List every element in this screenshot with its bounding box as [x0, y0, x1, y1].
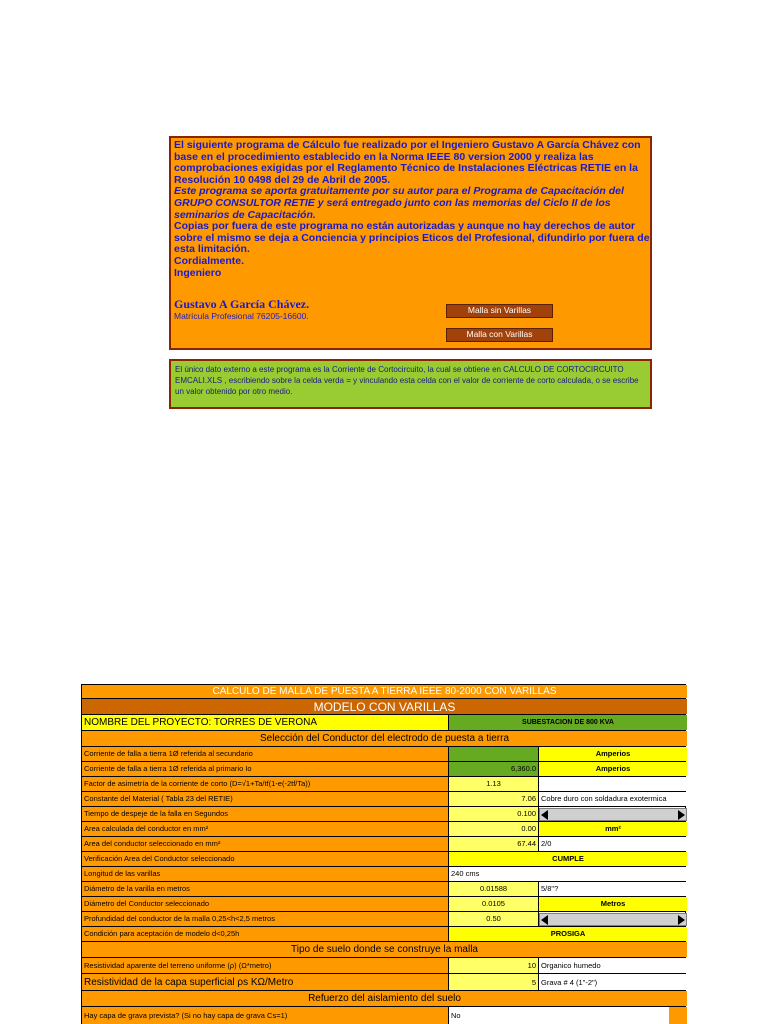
row-unit [539, 777, 687, 791]
table-row [81, 762, 686, 777]
rod-length-select[interactable]: 240 cms [449, 867, 687, 881]
row-label: Resistividad de la capa superficial ρs KΩ/Metro [82, 974, 449, 990]
row-label: Verificación Area del Conductor seleccionado [82, 852, 449, 866]
sheet-subtitle-row [81, 699, 686, 715]
gravel-select[interactable]: No [449, 1007, 669, 1024]
row-unit: Amperios [539, 762, 687, 776]
row-label: Longitud de las varillas [82, 867, 449, 881]
verification-status: CUMPLE [449, 852, 687, 866]
row-value: 67.44 [449, 837, 539, 851]
info-greeting: Cordialmente. [174, 254, 245, 267]
row-value[interactable]: 1.13 [449, 777, 539, 791]
row-label: Area calculada del conductor en mm² [82, 822, 449, 836]
info-title: Ingeniero [174, 266, 222, 279]
table-row [81, 837, 686, 852]
section1-title: Selección del Conductor del electrodo de puesta a tierra [82, 731, 687, 746]
section1-row [81, 731, 686, 747]
row-label: Corriente de falla a tierra 1Ø referida al secundario [82, 747, 449, 761]
row-spacer [669, 1007, 687, 1024]
table-row [81, 747, 686, 762]
info-text [174, 140, 650, 279]
row-label: Hay capa de grava prevista? (Si no hay capa de grava Cs=1) [82, 1007, 449, 1024]
sheet-title: CALCULO DE MALLA DE PUESTA A TIERRA IEEE 80-2000 CON VARILLAS [82, 685, 687, 698]
table-row [81, 852, 686, 867]
table-row [81, 807, 686, 822]
row-label: Area del conductor seleccionado en mm² [82, 837, 449, 851]
row-label: Constante del Material ( Tabla 23 del RETIE) [82, 792, 449, 806]
row-label: Profundidad del conductor de la malla 0,25<h<2,5 metros [82, 912, 449, 926]
table-row [81, 912, 686, 927]
sheet-subtitle: MODELO CON VARILLAS [82, 699, 687, 714]
row-value[interactable]: 6,360.0 [449, 762, 539, 776]
row-label: Factor de asimetría de la corriente de corto (D=√1+Ta/tf(1-e(-2tf/Ta)) [82, 777, 449, 791]
row-value[interactable]: 0.100 [449, 807, 539, 821]
table-row [81, 777, 686, 792]
row-unit: Metros [539, 897, 687, 911]
row-label: Diámetro de la varilla en metros [82, 882, 449, 896]
table-row [81, 792, 686, 807]
project-value[interactable]: SUBESTACION DE 800 KVA [449, 715, 687, 730]
depth-scrollbar[interactable] [539, 913, 687, 926]
row-label: Condición para aceptación de modelo d<0,25h [82, 927, 449, 941]
info-paragraph-2: Este programa se aporta gratuitamente por su autor para el Programa de Capacitación del GRUPO CONSULTOR RETIE y será entregado junto con las memorias del Ciclo II de los seminarios de Capacitación. [174, 185, 624, 221]
row-value: 0.0105 [449, 897, 539, 911]
table-row [81, 974, 686, 991]
info-box [169, 136, 652, 350]
row-unit: mm² [539, 822, 687, 836]
row-value[interactable]: 0.50 [449, 912, 539, 926]
material-select[interactable]: Cobre duro con soldadura exotermica [539, 792, 687, 806]
row-value[interactable] [449, 747, 539, 761]
signer-name: Gustavo A García Chávez. [174, 297, 310, 311]
scroll-left-icon[interactable] [541, 810, 548, 820]
note-text: El único dato externo a este programa es la Corriente de Cortocircuito, la cual se obtiene en CALCULO DE CORTOCIRCUITO EMCALI.XLS , escribiendo sobre la celda verda = y vinculando esta celda con el valor de corriente de corto calculada, o se escribe un valor obtenido por otro medio. [175, 365, 639, 396]
signer-license: Matrícula Profesional 76205-16600. [174, 311, 309, 321]
time-scrollbar[interactable] [539, 808, 687, 821]
conductor-select[interactable]: 2/0 [539, 837, 687, 851]
table-row [81, 958, 686, 974]
section3-title: Refuerzo del aislamiento del suelo [82, 991, 687, 1006]
table-row [81, 867, 686, 882]
row-label: Resistividad aparente del terreno uniforme (ρ) (Ω*metro) [82, 958, 449, 973]
scroll-right-icon[interactable] [678, 915, 685, 925]
row-value[interactable]: 7.06 [449, 792, 539, 806]
row-value: 10 [449, 958, 539, 973]
info-paragraph-1: El siguiente programa de Cálculo fue realizado por el Ingeniero Gustavo A García Chávez con base en el procedimiento establecido en la Norma IEEE 80 version 2000 y realiza las comprobaciones exigidas por el Reglamento Técnico de Instalaciones Eléctricas RETIE en la Resolución 10 0498 del 29 de Abril de 2005. [174, 139, 641, 186]
malla-sin-varillas-button[interactable]: Malla sin Varillas [446, 304, 553, 318]
row-label: Diámetro del Conductor seleccionado [82, 897, 449, 911]
model-condition-status: PROSIGA [449, 927, 687, 941]
project-row [81, 715, 686, 731]
table-row [81, 927, 686, 942]
scroll-right-icon[interactable] [678, 810, 685, 820]
scroll-left-icon[interactable] [541, 915, 548, 925]
row-value: 5 [449, 974, 539, 990]
table-row [81, 897, 686, 912]
section2-row [81, 942, 686, 958]
section3-row [81, 991, 686, 1007]
soil-type-select[interactable]: Organico humedo [539, 958, 687, 973]
row-label: Corriente de falla a tierra 1Ø referida al primario Io [82, 762, 449, 776]
sheet-title-row [81, 684, 686, 699]
project-label: NOMBRE DEL PROYECTO: TORRES DE VERONA [82, 715, 449, 730]
table-row [81, 882, 686, 897]
info-paragraph-3: Copias por fuera de este programa no están autorizadas y aunque no hay derechos de autor sobre el mismo se deja a Conciencia y principios Eticos del Profesional, difundirlo por fuera de esta limitación. [174, 220, 650, 256]
malla-con-varillas-button[interactable]: Malla con Varillas [446, 328, 553, 342]
surface-layer-select[interactable]: Grava # 4 (1"-2") [539, 974, 687, 990]
note-box [169, 359, 652, 409]
row-value: 0.01588 [449, 882, 539, 896]
row-label: Tiempo de despeje de la falla en Segundos [82, 807, 449, 821]
table-row [81, 822, 686, 837]
rod-diameter-select[interactable]: 5/8"? [539, 882, 687, 896]
row-unit: Amperios [539, 747, 687, 761]
section2-title: Tipo de suelo donde se construye la malla [82, 942, 687, 957]
table-row [81, 1007, 686, 1024]
row-value: 0.00 [449, 822, 539, 836]
